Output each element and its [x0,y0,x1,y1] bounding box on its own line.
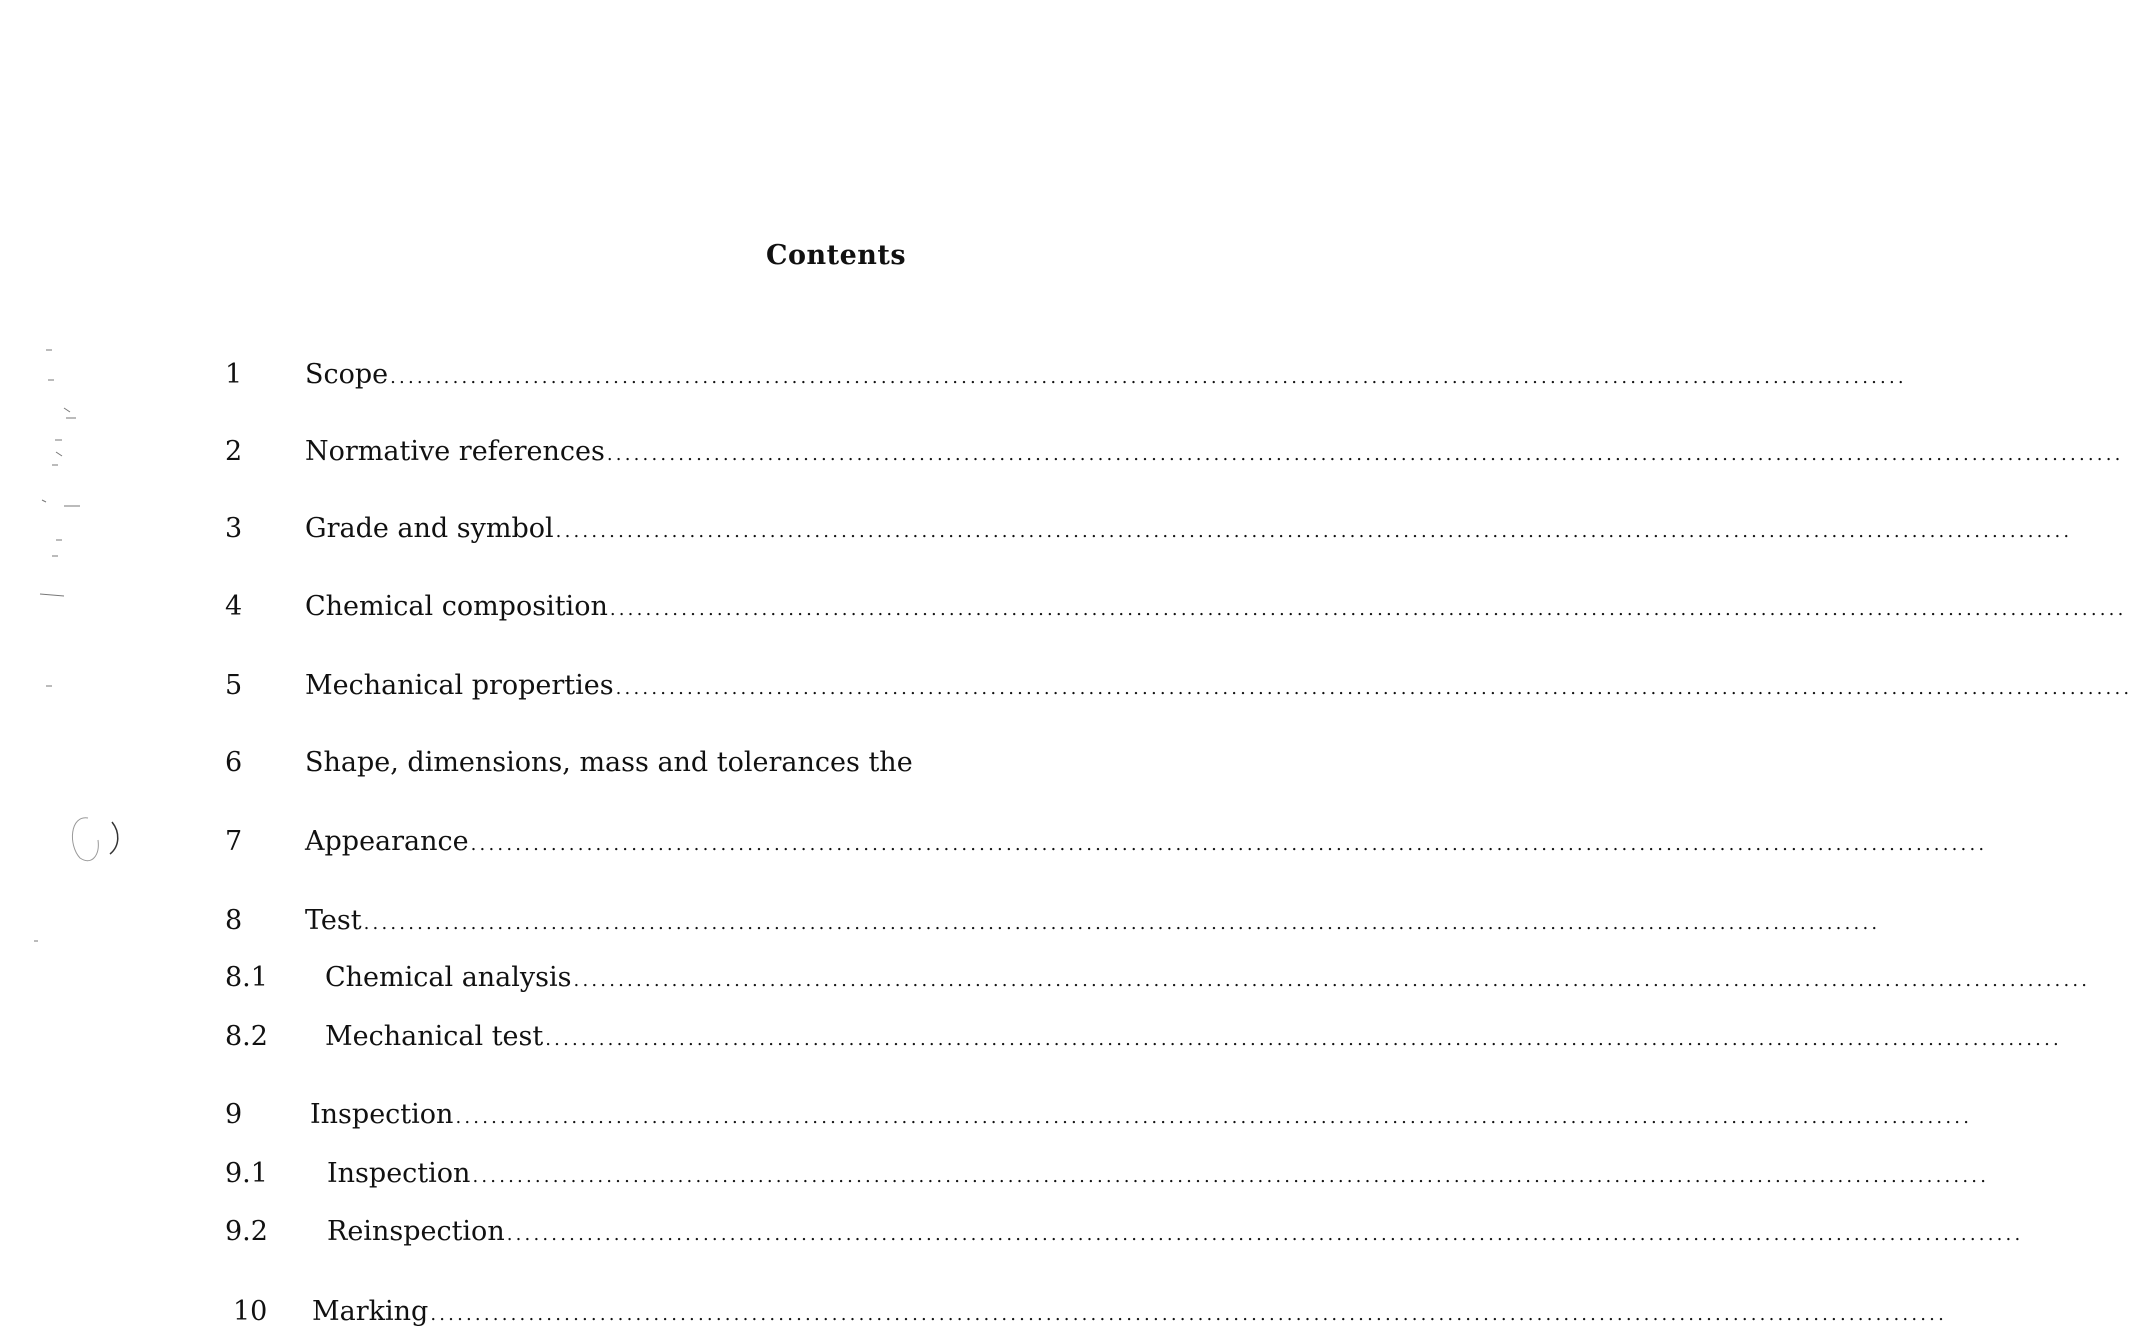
toc-entry-title: Reinspection .......................................................................................................................................................................... [327,1216,2024,1247]
toc-subentry [0,1019,2062,1055]
toc-entry [0,1294,1948,1330]
toc-entry-title: Mechanical test .......................................................................................................................................................................... [325,1021,2062,1052]
page-title: Contents [766,240,907,271]
toc-entry [0,434,2124,470]
toc-entry [0,668,2132,704]
toc-entry-number: 8.2 [225,1021,268,1052]
dot-leader: .......................................................................................................................................................................... [363,913,1881,934]
toc-entry-number: 6 [225,747,243,778]
toc-entry-title: Shape, dimensions, mass and tolerances the [305,747,913,778]
dot-leader: .......................................................................................................................................................................... [606,444,2124,465]
toc-entry-title: Inspection .......................................................................................................................................................................... [310,1099,1973,1130]
toc-entry-number: 9.2 [225,1216,268,1247]
dot-leader: .......................................................................................................................................................................... [506,1224,2024,1245]
toc-entry-number: 8 [225,905,243,936]
dot-leader: .......................................................................................................................................................................... [390,367,1907,388]
toc-entry-number: 1 [225,359,243,390]
toc-entry [0,824,1988,860]
toc-entry-number: 7 [225,826,243,857]
toc-entry-number: 9 [225,1099,243,1130]
dot-leader: .......................................................................................................................................................................... [472,1166,1990,1187]
toc-entry-title: Marking .......................................................................................................................................................................... [312,1296,1948,1327]
scan-artifacts [0,0,140,1334]
dot-leader: .......................................................................................................................................................................... [455,1107,1973,1128]
toc-entry-title: Normative references .......................................................................................................................................................................... [305,436,2124,467]
toc-entry [0,357,1907,393]
toc-entry [0,589,2127,625]
toc-entry-title: Scope .......................................................................................................................................................................... [305,359,1907,390]
toc-entry-number: 5 [225,670,243,701]
toc-entry-title: Chemical analysis .......................................................................................................................................................................... [325,962,2091,993]
toc-entry-title: Mechanical properties .......................................................................................................................................................................... [305,670,2132,701]
dot-leader: .......................................................................................................................................................................... [470,834,1988,855]
toc-entry-title: Inspection .......................................................................................................................................................................... [327,1158,1990,1189]
toc-entry-number: 2 [225,436,243,467]
toc-entry [0,1097,1973,1133]
toc-entry-number: 8.1 [225,962,268,993]
toc-entry-title: Appearance .......................................................................................................................................................................... [305,826,1988,857]
dot-leader: .......................................................................................................................................................................... [555,521,2073,542]
toc-entry [0,511,2073,547]
toc-entry-title: Test .......................................................................................................................................................................... [305,905,1881,936]
toc-entry-number: 4 [225,591,243,622]
dot-leader: .......................................................................................................................................................................... [573,970,2091,991]
toc-subentry [0,960,2091,996]
toc-entry-number: 10 [233,1296,268,1327]
dot-leader: .......................................................................................................................................................................... [615,678,2132,699]
dot-leader: .......................................................................................................................................................................... [609,599,2127,620]
toc-subentry [0,1214,2024,1250]
toc-entry [0,745,950,781]
toc-entry [0,903,1881,939]
toc-entry-number: 9.1 [225,1158,268,1189]
toc-subentry [0,1156,1990,1192]
toc-entry-title: Grade and symbol .......................................................................................................................................................................... [305,513,2073,544]
dot-leader: .......................................................................................................................................................................... [430,1304,1948,1325]
toc-entry-title: Chemical composition .......................................................................................................................................................................... [305,591,2127,622]
dot-leader: .......................................................................................................................................................................... [545,1029,2062,1050]
toc-entry-number: 3 [225,513,243,544]
